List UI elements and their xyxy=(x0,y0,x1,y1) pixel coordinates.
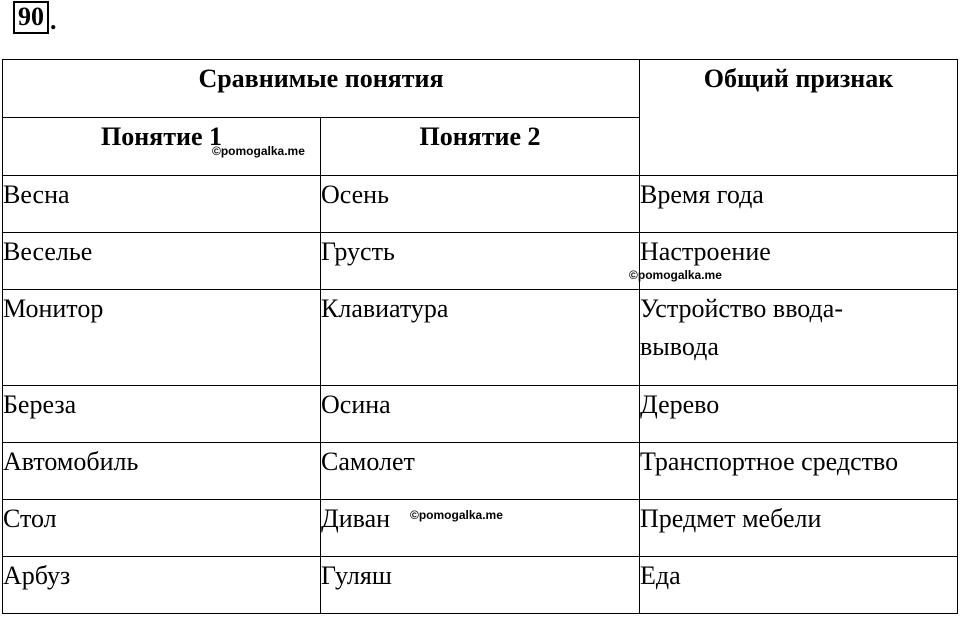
common-feature-cell: Время года xyxy=(640,176,958,233)
watermark-row-6: ©pomogalka.me xyxy=(410,508,503,522)
concept-2-cell: Самолет xyxy=(321,443,640,500)
table-row xyxy=(3,176,958,233)
task-number xyxy=(13,4,57,34)
concept-2-text: Диван xyxy=(321,504,391,533)
concept-1-cell: Береза xyxy=(3,386,321,443)
concepts-table xyxy=(2,59,958,614)
concept-1-cell: Весна xyxy=(3,176,321,233)
concept-2-header xyxy=(321,118,640,176)
concept-2-header-label: Понятие 2 xyxy=(419,122,541,151)
common-feature-cell: Дерево xyxy=(640,386,958,443)
concept-2-cell: Клавиатура xyxy=(321,290,640,386)
concept-1-header-label: Понятие 1 xyxy=(100,122,223,151)
watermark-header: ©pomogalka.me xyxy=(212,144,305,158)
header-row-1 xyxy=(3,60,958,118)
common-feature-text: Настроение xyxy=(640,237,771,266)
concept-1-cell: Монитор xyxy=(3,290,321,386)
concept-2-cell xyxy=(321,500,640,557)
concept-2-cell: Гуляш xyxy=(321,557,640,614)
table-row xyxy=(3,443,958,500)
group-header: Сравнимые понятия xyxy=(3,60,640,118)
table-row xyxy=(3,557,958,614)
table-row xyxy=(3,500,958,557)
table-row xyxy=(3,386,958,443)
common-feature-cell: Еда xyxy=(640,557,958,614)
common-feature-cell xyxy=(629,233,958,290)
concept-1-cell: Автомобиль xyxy=(3,443,321,500)
concept-2-cell: Грусть xyxy=(321,233,640,290)
table-row xyxy=(3,290,958,386)
concept-1-cell: Веселье xyxy=(3,233,321,290)
common-feature-cell: Устройство ввода-вывода xyxy=(640,290,958,386)
common-feature-cell: Предмет мебели xyxy=(640,500,958,557)
concept-2-cell: Осина xyxy=(321,386,640,443)
concept-1-cell: Стол xyxy=(3,500,321,557)
table-row xyxy=(3,233,958,290)
task-number-box: 90 xyxy=(13,1,49,34)
common-feature-cell: Транспортное средство xyxy=(640,443,958,500)
concept-2-cell: Осень xyxy=(321,176,640,233)
common-feature-header: Общий признак xyxy=(640,60,958,176)
concept-1-header xyxy=(3,118,321,176)
concept-1-cell: Арбуз xyxy=(3,557,321,614)
task-number-dot: . xyxy=(50,6,57,35)
watermark-row-2: ©pomogalka.me xyxy=(629,268,722,282)
